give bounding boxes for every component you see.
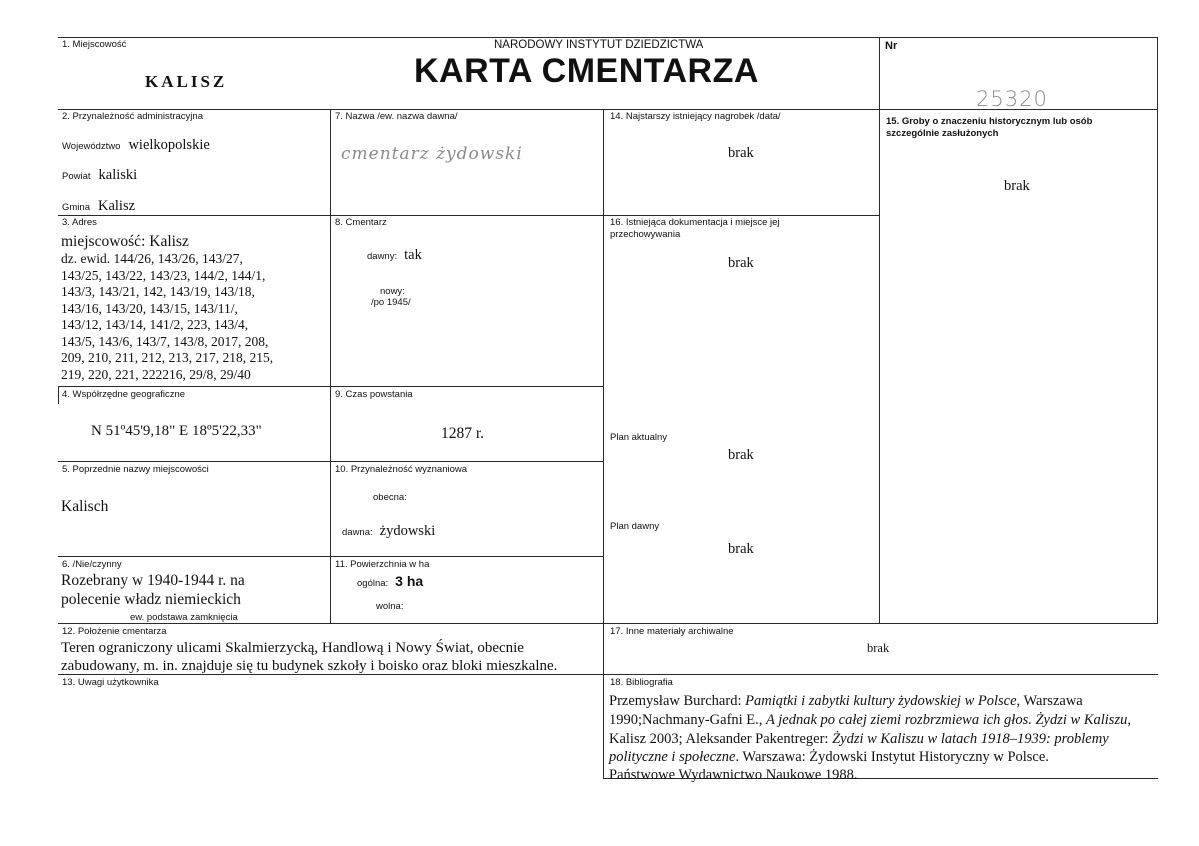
field-15-label-1: 15. Groby o znaczeniu historycznym lub osób <box>886 116 1093 127</box>
bibliography-line-4 <box>609 749 1049 766</box>
bibliography-line-2 <box>609 712 1131 729</box>
field-9-label: 9. Czas powstania <box>335 389 413 400</box>
field-17-label: 17. Inne materiały archiwalne <box>610 626 734 637</box>
closure-line-1: Rozebrany w 1940-1944 r. na <box>61 572 245 589</box>
address-block <box>61 233 326 383</box>
rule-f17-f18 <box>603 674 1158 675</box>
dawna-label: dawna: <box>342 527 373 538</box>
field-10-label: 10. Przynależność wyznaniowa <box>335 464 468 475</box>
bibliography-line-1 <box>609 693 1083 710</box>
location-line-2: zabudowany, m. in. znajduje się tu budynek szkoły i boisko oraz bloki mieszkalne. <box>61 658 558 674</box>
address-line: dz. ewid. 144/26, 143/26, 143/27, <box>61 251 243 266</box>
dawny-label: dawny: <box>367 251 398 262</box>
closure-line-2: polecenie władz niemieckich <box>61 591 241 608</box>
documentation-value: brak <box>728 255 754 271</box>
rule-col3-docs <box>603 215 879 216</box>
notable-graves-value: brak <box>1004 178 1030 194</box>
previous-name: Kalisch <box>61 498 109 515</box>
voivodeship-row <box>62 136 210 154</box>
address-line: 143/5, 143/6, 143/7, 143/8, 2017, 208, <box>61 333 269 349</box>
address-line: 209, 210, 211, 212, 213, 217, 218, 215, <box>61 350 274 365</box>
closure-basis-label: ew. podstawa zamknięcia <box>130 612 238 623</box>
bib-text: 1990;Nachmany-Gafni E., <box>609 712 767 728</box>
plan-old-value: brak <box>728 541 754 557</box>
rule-col2-left <box>330 109 331 623</box>
field-14-label: 14. Najstarszy istniejący nagrobek /data/ <box>610 111 781 122</box>
field-3-label: 3. Adres <box>62 217 97 228</box>
bib-title: Pamiątki i zabytki kultury żydowskiej w Polsce <box>745 693 1017 709</box>
bib-text: Kalisz 2003; Aleksander Pakentreger: <box>609 731 833 747</box>
dawny-row <box>367 246 422 264</box>
field-16-label-2: przechowywania <box>610 229 681 240</box>
wolna-label: wolna: <box>376 601 404 612</box>
nr-label: Nr <box>885 40 898 52</box>
address-line: 143/25, 143/22, 143/23, 144/2, 144/1, <box>61 267 266 283</box>
rule-bottom-section <box>58 623 1158 624</box>
founding-date: 1287 r. <box>441 425 485 442</box>
obecna-label: obecna: <box>373 492 407 503</box>
bib-text: Przemysław Burchard: <box>609 693 746 709</box>
field-2-label: 2. Przynależność administracyjna <box>62 111 203 122</box>
gmina-row <box>62 197 135 215</box>
dawna-value: żydowski <box>379 523 436 539</box>
dawny-value: tak <box>404 247 422 263</box>
address-line: 143/12, 143/14, 141/2, 223, 143/4, <box>61 317 249 332</box>
address-line: 219, 220, 221, 222216, 29/8, 29/40 <box>61 366 251 382</box>
plan-old-label: Plan dawny <box>610 521 660 532</box>
archival-materials-value: brak <box>867 641 890 655</box>
voivodeship-value: wielkopolskie <box>128 137 210 153</box>
bib-text: , <box>1127 712 1131 728</box>
field-11-label: 11. Powierzchnia w ha <box>335 559 430 570</box>
field-16-label-1: 16. Istniejąca dokumentacja i miejsce jej <box>610 217 780 228</box>
nowy-label: nowy: <box>380 286 405 297</box>
institute-name: NARODOWY INSTYTUT DZIEDZICTWA <box>494 39 704 51</box>
cemetery-name-handwritten: cmentarz żydowski <box>341 144 523 164</box>
field-5-label: 5. Poprzednie nazwy miejscowości <box>62 464 209 475</box>
bibliography-line-5: Państwowe Wydawnictwo Naukowe 1988. <box>609 767 858 783</box>
ogolna-value: 3 ha <box>395 573 424 589</box>
field-13-label: 13. Uwagi użytkownika <box>62 677 159 688</box>
powiat-row <box>62 166 137 184</box>
plan-current-value: brak <box>728 447 754 463</box>
field-15-label-2: szczególnie zasłużonych <box>886 128 999 139</box>
bib-text: . Warszawa: Żydowski Instytut Historyczny w Polsce. <box>735 749 1049 765</box>
document-title: KARTA CMENTARZA <box>414 52 759 90</box>
field-6-label: 6. /Nie/czynny <box>62 559 122 570</box>
powiat-label: Powiat <box>62 171 91 182</box>
gmina-value: Kalisz <box>97 198 136 214</box>
rule-top <box>58 37 1158 38</box>
oldest-tomb-value: brak <box>728 145 754 161</box>
field-18-label: 18. Bibliografia <box>610 677 673 688</box>
field-8-label: 8. Cmentarz <box>335 217 387 228</box>
ogolna-row <box>357 573 423 591</box>
bib-title: polityczne i społeczne <box>609 749 736 765</box>
rule-left-coords <box>58 386 59 404</box>
bibliography-line-3 <box>609 731 1109 748</box>
field-1-label: 1. Miejscowość <box>62 39 127 50</box>
nowy-subtitle: /po 1945/ <box>371 297 411 308</box>
rule-col4-left <box>879 37 880 623</box>
coordinates: N 51º45'9,18" E 18º5'22,33" <box>91 423 262 439</box>
address-line: 143/16, 143/20, 143/15, 143/11/, <box>61 300 238 316</box>
address-line: 143/3, 143/21, 142, 143/19, 143/18, <box>61 284 255 299</box>
rule-right-edge <box>1157 37 1158 623</box>
rule-col3-left <box>603 109 604 778</box>
plan-current-label: Plan aktualny <box>610 432 668 443</box>
bib-title: Żydzi w Kaliszu w latach 1918–1939: problemy <box>832 731 1109 747</box>
gmina-label: Gmina <box>62 202 90 213</box>
bib-text: , Warszawa <box>1016 693 1083 709</box>
field-12-label: 12. Położenie cmentarza <box>62 626 167 637</box>
voivodeship-label: Województwo <box>62 141 121 152</box>
address-line: miejscowość: Kalisz <box>61 233 189 250</box>
registry-number: 25320 <box>976 87 1048 111</box>
ogolna-label: ogólna: <box>357 578 389 589</box>
field-4-label: 4. Współrzędne geograficzne <box>62 389 186 400</box>
field-7-label: 7. Nazwa /ew. nazwa dawna/ <box>335 111 458 122</box>
dawna-row <box>342 522 435 540</box>
town-name: KALISZ <box>145 72 228 91</box>
bib-title: A jednak po całej ziemi rozbrzmiewa ich głos. Żydzi w Kaliszu <box>766 712 1128 728</box>
powiat-value: kaliski <box>98 167 138 183</box>
location-line-1: Teren ograniczony ulicami Skalmierzycką, Handlową i Nowy Świat, obecnie <box>61 640 524 656</box>
